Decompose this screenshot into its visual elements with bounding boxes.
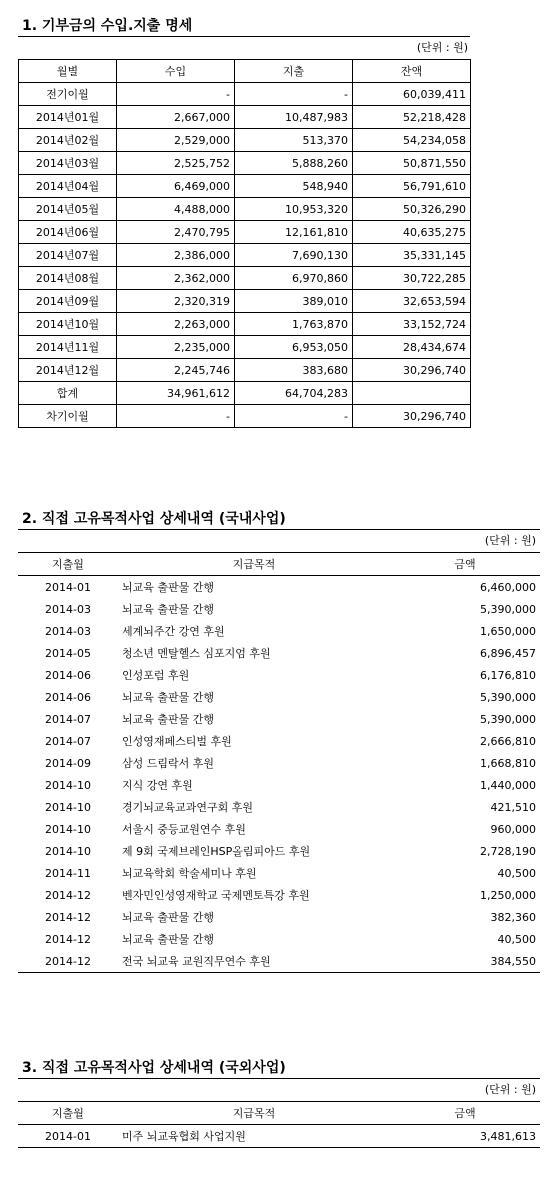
cell-expense: 7,690,130 (235, 244, 353, 267)
cell-month: 2014-10 (45, 800, 91, 814)
cell-month: 2014-05 (45, 646, 91, 660)
cell-month: 2014년09월 (19, 290, 117, 313)
table-row (18, 642, 540, 664)
cell-amount: 960,000 (490, 822, 536, 836)
cell-month: 2014-01 (45, 580, 91, 594)
table-row (19, 175, 471, 198)
cell-balance (353, 382, 471, 405)
cell-month: 2014-12 (45, 932, 91, 946)
cell-expense: 548,940 (235, 175, 353, 198)
section2-title: 2. 직접 고유목적사업 상세내역 (국내사업) (18, 509, 540, 530)
table-row (18, 730, 540, 752)
cell-month: 2014-11 (45, 866, 91, 880)
cell-purpose: 뇌교육학회 학술세미나 후원 (122, 867, 257, 880)
cell-month: 2014년04월 (19, 175, 117, 198)
cell-amount: 6,176,810 (480, 668, 536, 682)
cell-amount: 1,250,000 (480, 888, 536, 902)
table-row (18, 708, 540, 730)
cell-month: 2014년05월 (19, 198, 117, 221)
table-row (18, 620, 540, 642)
cell-income: 2,667,000 (117, 106, 235, 129)
cell-purpose: 지식 강연 후원 (122, 779, 193, 792)
table-row (18, 818, 540, 840)
cell-amount: 2,666,810 (480, 734, 536, 748)
cell-month: 2014-06 (45, 668, 91, 682)
cell-expense: 10,487,983 (235, 106, 353, 129)
section1-unit: (단위 : 원) (416, 41, 468, 54)
cell-income: - (117, 83, 235, 106)
table-row (19, 336, 471, 359)
table-row (19, 106, 471, 129)
cell-purpose: 청소년 멘탈헬스 심포지엄 후원 (122, 647, 271, 660)
cell-purpose: 뇌교육 출판물 간행 (122, 713, 215, 726)
cell-month: 2014년02월 (19, 129, 117, 152)
cell-income: 2,470,795 (117, 221, 235, 244)
cell-amount: 3,481,613 (390, 1125, 540, 1148)
table-row (19, 313, 471, 336)
cell-purpose: 미주 뇌교육협회 사업지원 (118, 1125, 390, 1148)
cell-purpose: 뇌교육 출판물 간행 (122, 581, 215, 594)
cell-expense: 5,888,260 (235, 152, 353, 175)
cell-month: 2014년06월 (19, 221, 117, 244)
cell-amount: 40,500 (497, 932, 536, 946)
cell-purpose: 뇌교육 출판물 간행 (122, 911, 215, 924)
table-row (18, 928, 540, 950)
cell-income: 4,488,000 (117, 198, 235, 221)
cell-month: 2014-10 (45, 778, 91, 792)
cell-month: 2014-03 (45, 624, 91, 638)
col-header-month: 지출월 (18, 553, 118, 576)
section-income-expense (18, 16, 470, 428)
cell-month: 2014-10 (45, 822, 91, 836)
cell-purpose: 서울시 중등교원연수 후원 (122, 823, 246, 836)
cell-month: 2014년08월 (19, 267, 117, 290)
cell-balance: 56,791,610 (353, 175, 471, 198)
cell-purpose: 경기뇌교육교과연구회 후원 (122, 801, 254, 814)
cell-month: 전기이월 (19, 83, 117, 106)
table-row (18, 774, 540, 796)
domestic-projects-table (18, 552, 540, 973)
table-row (19, 129, 471, 152)
cell-month: 2014년11월 (19, 336, 117, 359)
cell-expense: - (235, 405, 353, 428)
col-header-amount: 금액 (390, 1102, 540, 1125)
cell-balance: 40,635,275 (353, 221, 471, 244)
table-row (19, 244, 471, 267)
cell-amount: 6,896,457 (480, 646, 536, 660)
cell-purpose: 뇌교육 출판물 간행 (122, 603, 215, 616)
cell-month: 2014-12 (18, 950, 118, 973)
col-header-expense: 지출 (235, 60, 353, 83)
cell-month: 2014-07 (45, 712, 91, 726)
cell-month: 2014년01월 (19, 106, 117, 129)
cell-purpose: 벤자민인성영재학교 국제멘토특강 후원 (122, 889, 310, 902)
cell-balance: 35,331,145 (353, 244, 471, 267)
table-row (19, 152, 471, 175)
col-header-income: 수입 (117, 60, 235, 83)
cell-expense: 1,763,870 (235, 313, 353, 336)
cell-purpose: 세계뇌주간 강연 후원 (122, 625, 225, 638)
cell-expense: 513,370 (235, 129, 353, 152)
table-row (18, 598, 540, 620)
cell-expense: 64,704,283 (235, 382, 353, 405)
cell-income: 2,235,000 (117, 336, 235, 359)
cell-amount: 5,390,000 (480, 602, 536, 616)
cell-expense: 6,970,860 (235, 267, 353, 290)
overseas-projects-table (18, 1101, 540, 1148)
cell-month: 2014-01 (18, 1125, 118, 1148)
cell-amount: 1,440,000 (480, 778, 536, 792)
cell-income: 2,320,319 (117, 290, 235, 313)
cell-month: 2014-09 (45, 756, 91, 770)
table-row (18, 1125, 540, 1148)
cell-income: 34,961,612 (117, 382, 235, 405)
section3-unit: (단위 : 원) (484, 1083, 536, 1096)
cell-balance: 30,722,285 (353, 267, 471, 290)
table-row (18, 884, 540, 906)
table-row (18, 576, 540, 599)
section-overseas-projects (18, 1058, 540, 1148)
cell-income: 2,362,000 (117, 267, 235, 290)
table-row (19, 382, 471, 405)
section1-title: 1. 기부금의 수입.지출 명세 (18, 16, 470, 37)
table-row (18, 796, 540, 818)
table-row (19, 221, 471, 244)
cell-balance: 28,434,674 (353, 336, 471, 359)
cell-purpose: 제 9회 국제브레인HSP올림피아드 후원 (122, 845, 311, 858)
table-header-row (18, 1102, 540, 1125)
cell-amount: 382,360 (490, 910, 536, 924)
table-row (19, 359, 471, 382)
cell-amount: 40,500 (497, 866, 536, 880)
table-row (19, 83, 471, 106)
cell-month: 2014년07월 (19, 244, 117, 267)
income-expense-table (18, 59, 471, 428)
section2-unit: (단위 : 원) (484, 534, 536, 547)
table-row (19, 290, 471, 313)
table-header-row (18, 553, 540, 576)
cell-balance: 54,234,058 (353, 129, 471, 152)
cell-month: 차기이월 (19, 405, 117, 428)
cell-month: 2014년12월 (19, 359, 117, 382)
cell-month: 2014-10 (45, 844, 91, 858)
cell-balance: 50,871,550 (353, 152, 471, 175)
cell-purpose: 뇌교육 출판물 간행 (122, 933, 215, 946)
col-header-month: 월별 (19, 60, 117, 83)
table-row (18, 906, 540, 928)
cell-balance: 60,039,411 (353, 83, 471, 106)
cell-expense: 10,953,320 (235, 198, 353, 221)
col-header-amount: 금액 (390, 553, 540, 576)
cell-month: 2014년03월 (19, 152, 117, 175)
col-header-purpose: 지급목적 (118, 553, 390, 576)
cell-amount: 2,728,190 (480, 844, 536, 858)
cell-expense: 6,953,050 (235, 336, 353, 359)
cell-income: - (117, 405, 235, 428)
cell-balance: 50,326,290 (353, 198, 471, 221)
cell-month: 합계 (19, 382, 117, 405)
cell-income: 2,525,752 (117, 152, 235, 175)
table-row (18, 862, 540, 884)
col-header-month: 지출월 (18, 1102, 118, 1125)
cell-amount: 421,510 (490, 800, 536, 814)
section-domestic-projects (18, 509, 540, 973)
cell-purpose: 인성영재페스티벌 후원 (122, 735, 232, 748)
cell-purpose: 뇌교육 출판물 간행 (122, 691, 215, 704)
cell-amount: 1,668,810 (480, 756, 536, 770)
table-row (18, 950, 540, 973)
cell-expense: 383,680 (235, 359, 353, 382)
table-row (18, 840, 540, 862)
table-row (18, 664, 540, 686)
table-row (19, 198, 471, 221)
cell-month: 2014-03 (45, 602, 91, 616)
cell-amount: 384,550 (390, 950, 540, 973)
cell-amount: 6,460,000 (480, 580, 536, 594)
cell-expense: 12,161,810 (235, 221, 353, 244)
cell-month: 2014-12 (45, 888, 91, 902)
cell-balance: 32,653,594 (353, 290, 471, 313)
cell-balance: 52,218,428 (353, 106, 471, 129)
cell-purpose: 인성포럼 후원 (122, 669, 190, 682)
table-row (18, 686, 540, 708)
cell-income: 2,263,000 (117, 313, 235, 336)
cell-purpose: 전국 뇌교육 교원직무연수 후원 (118, 950, 390, 973)
table-row (18, 752, 540, 774)
table-row (19, 405, 471, 428)
col-header-balance: 잔액 (353, 60, 471, 83)
cell-balance: 33,152,724 (353, 313, 471, 336)
cell-amount: 1,650,000 (480, 624, 536, 638)
cell-income: 2,529,000 (117, 129, 235, 152)
cell-amount: 5,390,000 (480, 712, 536, 726)
cell-month: 2014-12 (45, 910, 91, 924)
cell-income: 6,469,000 (117, 175, 235, 198)
cell-month: 2014-06 (45, 690, 91, 704)
cell-purpose: 삼성 드림락서 후원 (122, 757, 215, 770)
table-row (19, 267, 471, 290)
col-header-purpose: 지급목적 (118, 1102, 390, 1125)
section3-title: 3. 직접 고유목적사업 상세내역 (국외사업) (18, 1058, 540, 1079)
cell-month: 2014-07 (45, 734, 91, 748)
cell-balance: 30,296,740 (353, 359, 471, 382)
cell-expense: 389,010 (235, 290, 353, 313)
cell-month: 2014년10월 (19, 313, 117, 336)
cell-amount: 5,390,000 (480, 690, 536, 704)
cell-balance: 30,296,740 (353, 405, 471, 428)
cell-expense: - (235, 83, 353, 106)
cell-income: 2,386,000 (117, 244, 235, 267)
table-header-row (19, 60, 471, 83)
cell-income: 2,245,746 (117, 359, 235, 382)
